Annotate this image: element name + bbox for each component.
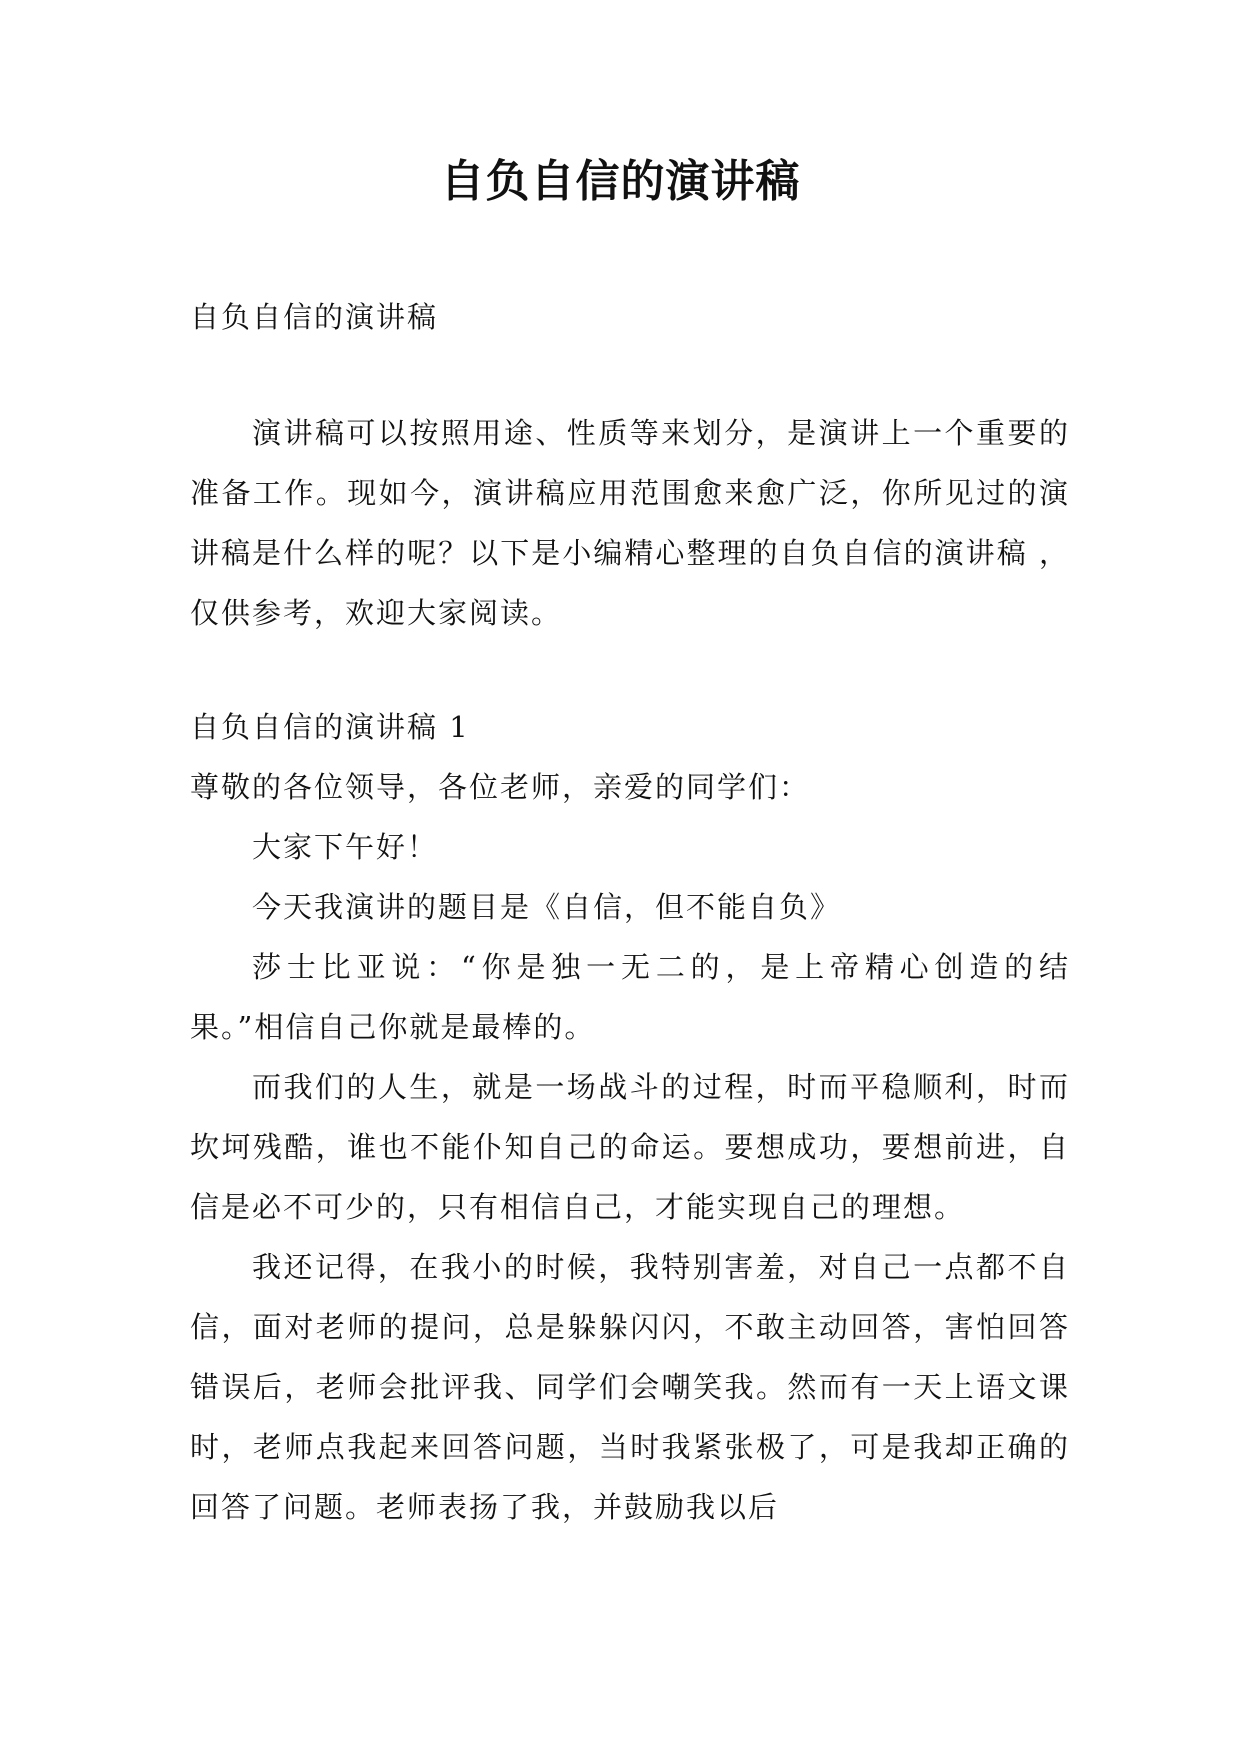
intro-paragraph: 演讲稿可以按照用途、性质等来划分，是演讲上一个重要的准备工作。现如今，演讲稿应用范围愈来愈广泛，你所见过的演讲稿是什么样的呢？以下是小编精心整理的自负自信的演讲稿 ，仅供参考，欢迎大家阅读。 bbox=[190, 416, 1070, 630]
speech-topic: 今天我演讲的题目是《自信，但不能自负》 bbox=[252, 890, 842, 924]
body-paragraph: 莎士比亚说：“你是独一无二的，是上帝精心创造的结果。”相信自己你就是最棒的。 bbox=[190, 950, 1070, 1044]
section-heading: 自负自信的演讲稿 1 bbox=[190, 710, 470, 744]
document-subtitle: 自负自信的演讲稿 bbox=[190, 300, 439, 334]
intro-block bbox=[190, 403, 1070, 643]
salutation: 尊敬的各位领导，各位老师，亲爱的同学们： bbox=[190, 770, 811, 804]
greeting: 大家下午好！ bbox=[252, 830, 439, 864]
body-paragraph: 而我们的人生，就是一场战斗的过程，时而平稳顺利，时而坎坷残酷，谁也不能仆知自己的命运。要想成功，要想前进，自信是必不可少的，只有相信自己，才能实现自己的理想。 bbox=[190, 1070, 1070, 1224]
document-title: 自负自信的演讲稿 bbox=[440, 156, 801, 207]
body-paragraph: 我还记得，在我小的时候，我特别害羞，对自己一点都不自信，面对老师的提问，总是躲躲闪闪，不敢主动回答，害怕回答错误后，老师会批评我、同学们会嘲笑我。然而有一天上语文课时，老师点我起来回答问题，当时我紧张极了，可是我却正确的回答了问题。老师表扬了我，并鼓励我以后 bbox=[190, 1250, 1070, 1524]
speech-section bbox=[190, 697, 1070, 1537]
